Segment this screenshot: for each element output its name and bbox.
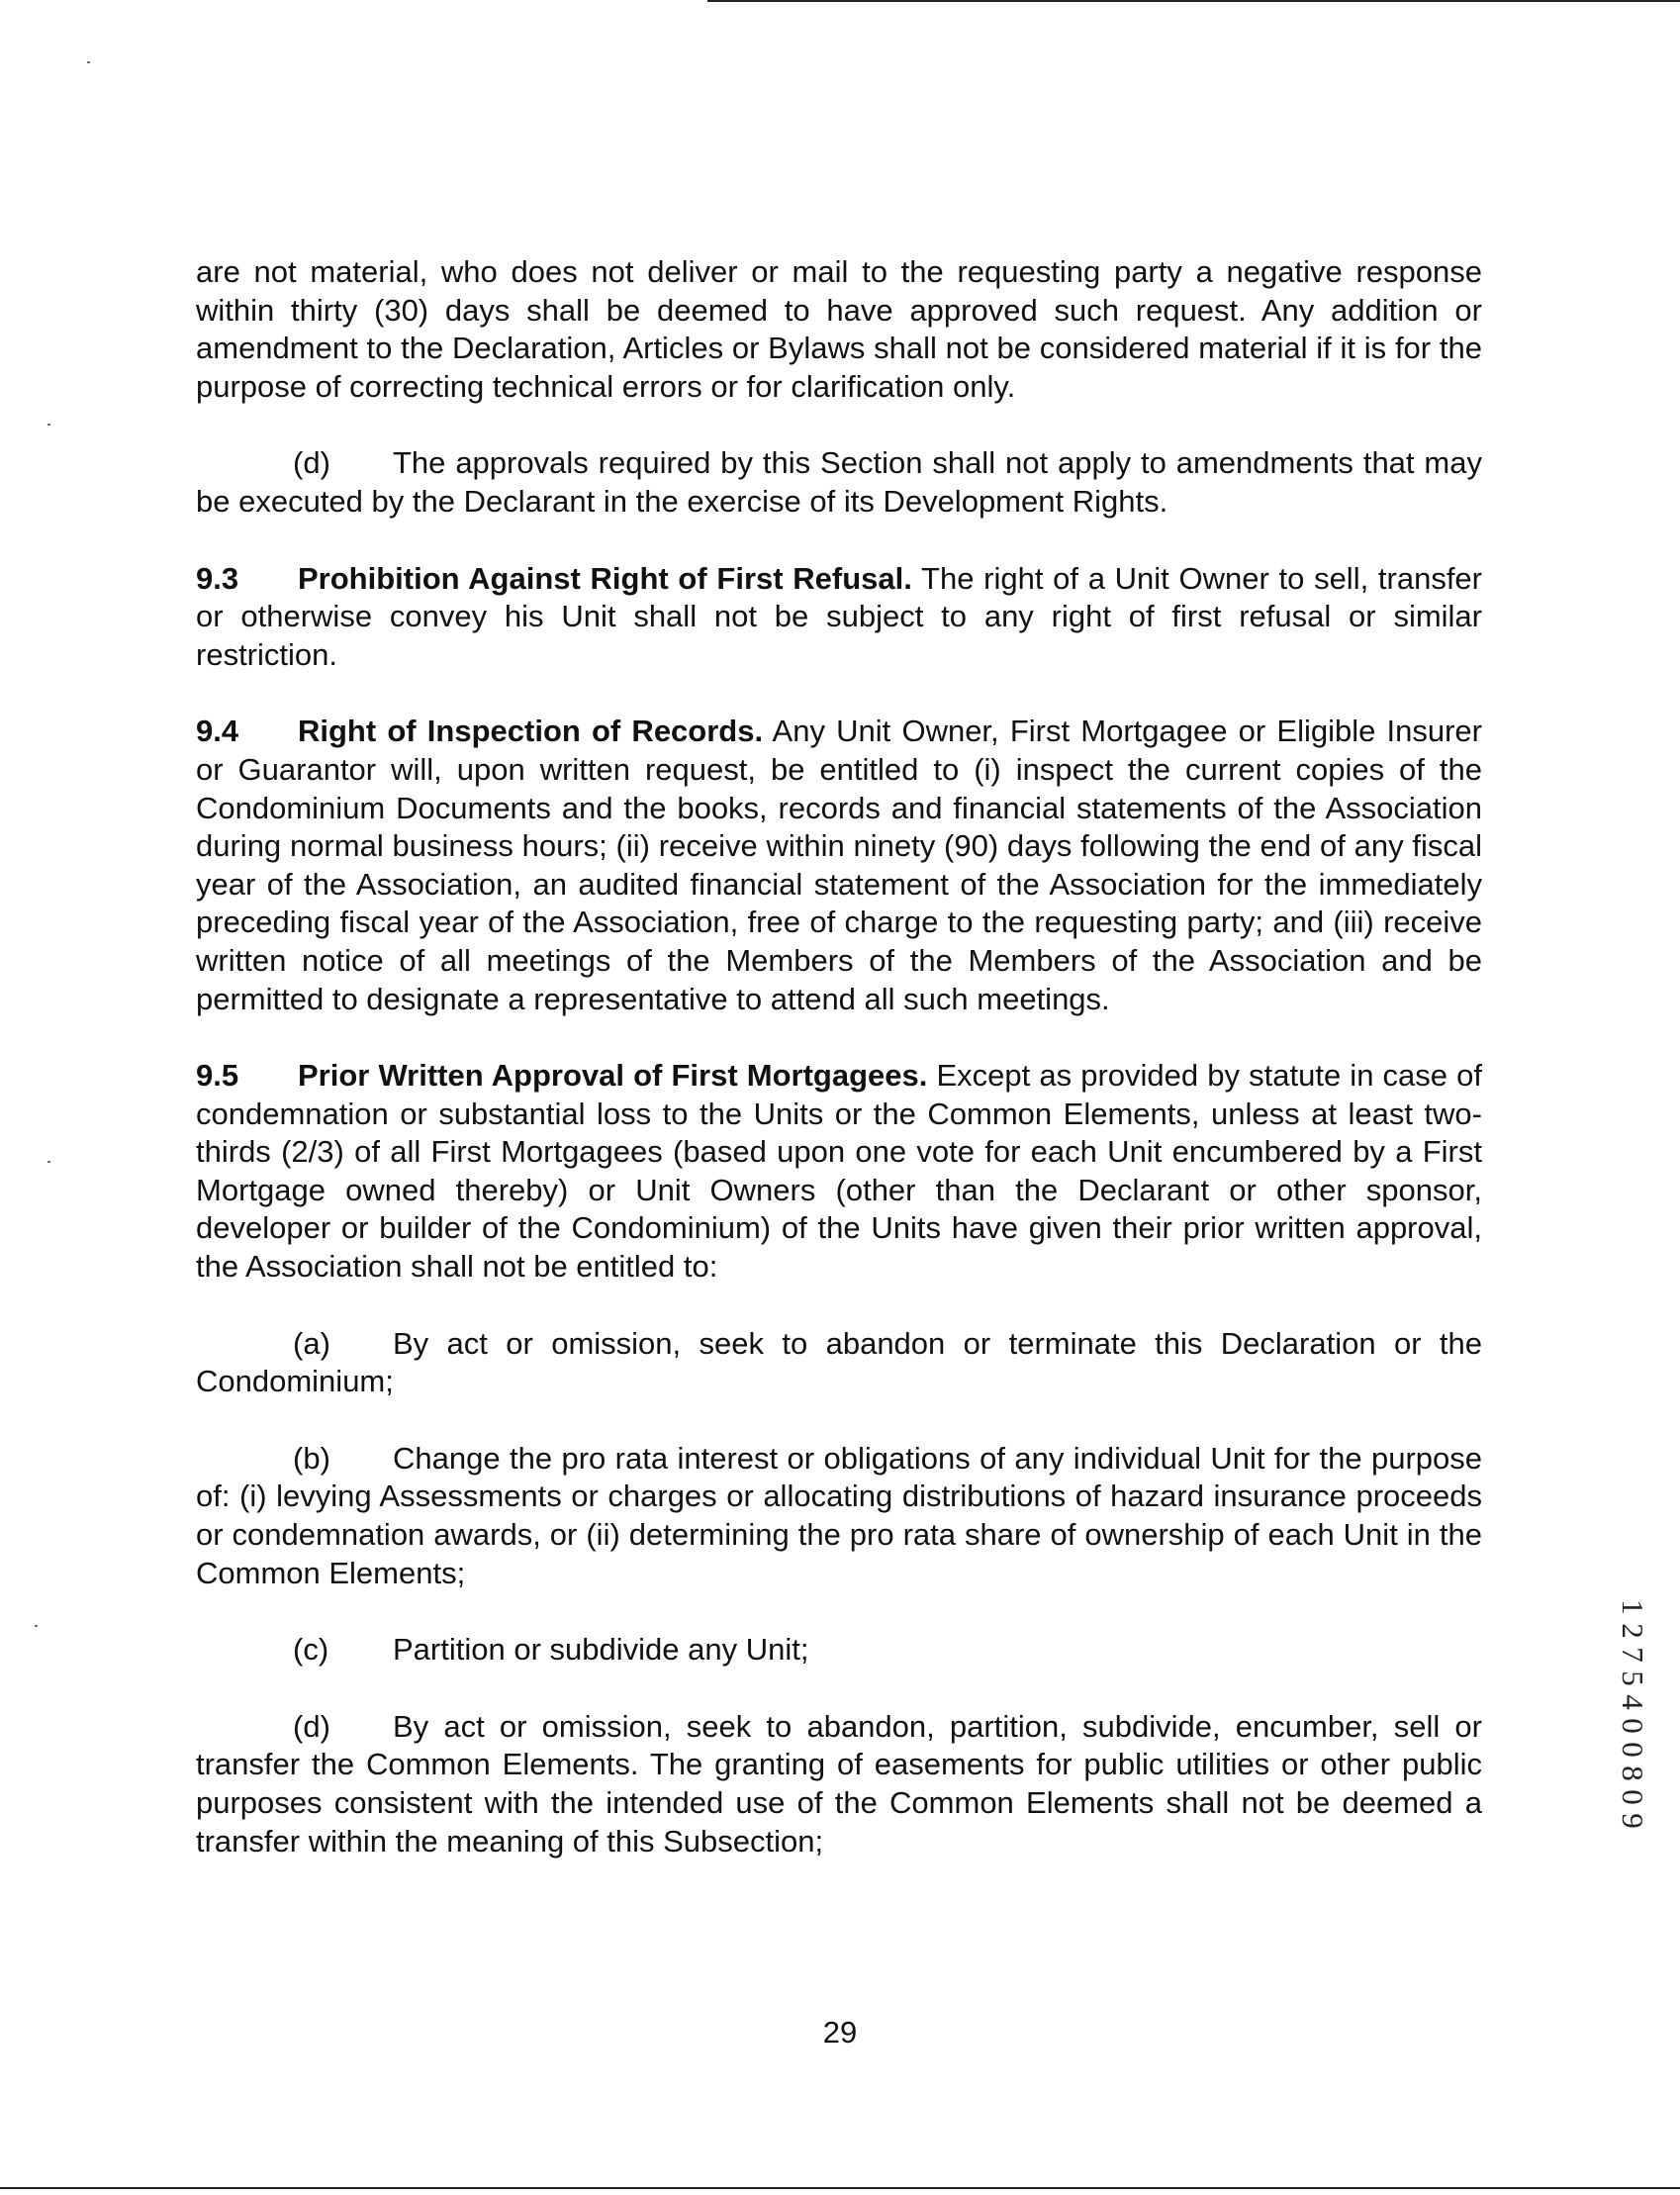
section-number: 9.4 [196,714,239,749]
section-9-3: 9.3 Prohibition Against Right of First Refusal. The right of a Unit Owner to sell, transfer or otherwise convey his Unit shall not be subject to any right of first refusal or similar restriction. [196,560,1482,672]
subsection-c: (c) Partition or subdivide any Unit; [196,1631,1482,1670]
subsection-label: (d) [293,1708,330,1744]
subsection-label: (d) [293,445,330,481]
subsection-d-common-elements: (d) By act or omission, seek to abandon, partition, subdivide, encumber, sell or transfer the Common Elements. The granting of easements for public utilities or other public purposes consistent with the intended use of the Common Elements shall not be deemed a transfer within the meaning of this Subsection; [196,1708,1482,1859]
section-9-4: 9.4 Right of Inspection of Records. Any Unit Owner, First Mortgagee or Eligible Insurer or Guarantor will, upon written request, be entitled to (i) inspect the current copies of the Condominium Documents and the books, records and financial statements of the Association during normal business hours; (ii) receive within ninety (90) days following the end of any fiscal year of the Association, an audited financial statement of the Association for the immediately preceding fiscal year of the Association, free of charge to the requesting party; and (iii) receive written notice of all meetings of the Members of the Members of the Association and be permitted to designate a representative to attend all such meetings. [196,714,1482,1016]
subsection-label: (a) [293,1325,330,1361]
paragraph-continuation: are not material, who does not deliver or mail to the requesting party a negative response within thirty (30) days shall be deemed to have approved such request. Any addition or amendment to the Declaration, Articles or Bylaws shall not be considered material if it is for the purpose of correcting technical errors or for clarification only. [196,254,1482,404]
section-heading: Prior Written Approval of First Mortgagees. [298,1058,928,1094]
subsection-label: (c) [293,1632,329,1668]
subsection-d-approvals: (d) The approvals required by this Section shall not apply to amendments that may be executed by the Declarant in the exercise of its Development Rights. [196,445,1482,519]
section-number: 9.5 [196,1058,239,1094]
subsection-label: (b) [293,1440,330,1476]
document-body [196,253,1482,1899]
section-heading: Prohibition Against Right of First Refusal. [298,560,912,596]
section-number: 9.3 [196,560,239,596]
subsection-b: (b) Change the pro rata interest or obligations of any individual Unit for the purpose of: (i) levying Assessments or charges or allocating distributions of hazard insurance proceeds or condemnation awards, or (ii) determining the pro rata share of ownership of each Unit in the Common Elements; [196,1440,1482,1590]
scan-speck [35,1625,38,1627]
scan-speck [47,424,50,426]
scan-speck [87,61,90,63]
page-number: 29 [822,2015,858,2050]
top-border-line [707,0,1680,2]
side-stamp-number: 1 2 7 5 4 0 0 8 0 9 [1616,1599,1650,1829]
scan-speck [47,1161,50,1163]
section-9-5: 9.5 Prior Written Approval of First Mortgagees. Except as provided by statute in case of condemnation or substantial loss to the Units or the Common Elements, unless at least two-thirds (2/3) of all First Mortgagees (based upon one vote for each Unit encumbered by a First Mortgage owned thereby) or Unit Owners (other than the Declarant or other sponsor, developer or builder of the Condominium) of the Units have given their prior written approval, the Association shall not be entitled to: [196,1058,1482,1285]
section-heading: Right of Inspection of Records. [298,714,764,749]
bottom-border-line [0,2187,1680,2189]
subsection-a: (a) By act or omission, seek to abandon or terminate this Declaration or the Condominium; [196,1325,1482,1399]
